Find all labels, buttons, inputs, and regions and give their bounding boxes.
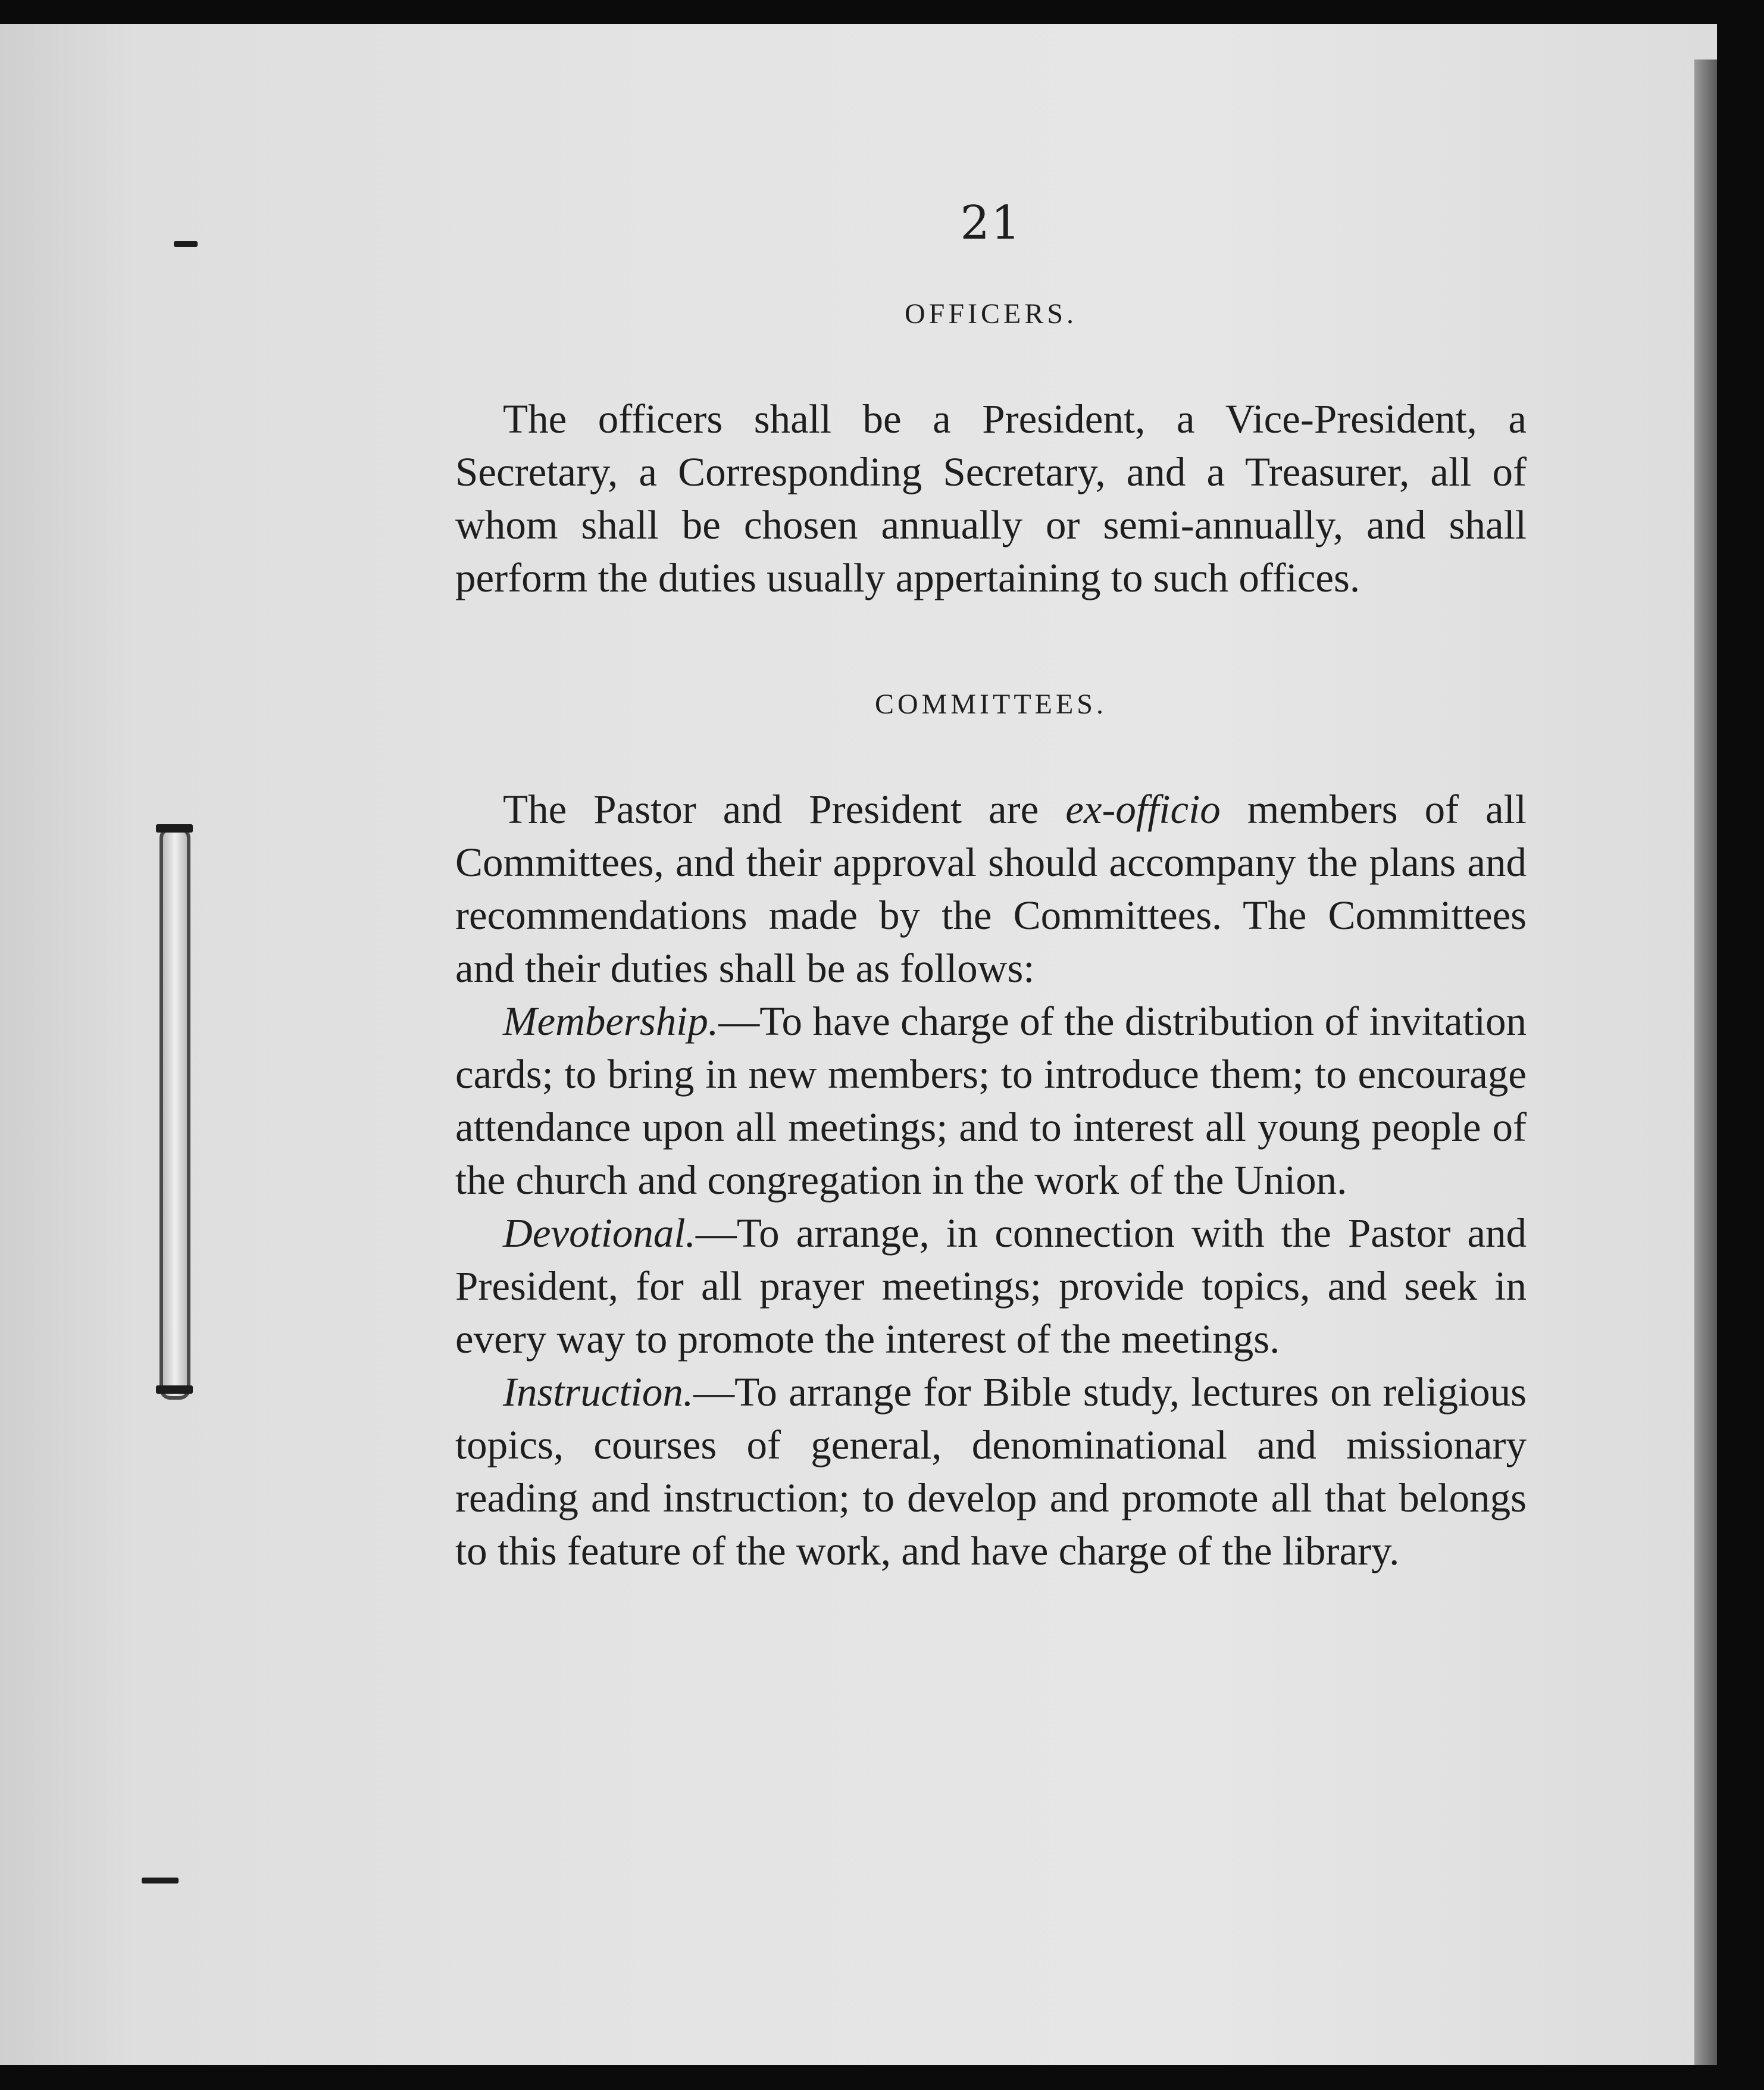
- intro-text-after: members of all Committees, and their approval should accompany the plans and recommendations made by the Committees. The Committees and their duties shall be as follows:: [455, 787, 1527, 991]
- officers-heading: OFFICERS.: [904, 298, 1078, 330]
- committee-text: —To arrange for Bible study, lectures on religious topics, courses of general, denominational and missionary reading and instruction; to develop and promote all that belongs to this feature of the work, and have charge of the library.: [455, 1369, 1527, 1573]
- committee-membership: [455, 995, 1527, 1207]
- committee-name: Devotional.: [503, 1210, 696, 1256]
- page-edge: [1694, 60, 1717, 2065]
- committee-name: Instruction.: [503, 1369, 694, 1415]
- officers-paragraph: The officers shall be a President, a Vice-President, a Secretary, a Corresponding Secretary, and a Treasurer, all of whom shall be chosen annually or semi-annually, and shall perform the duties usually appertaining to such offices.: [455, 396, 1527, 600]
- committee-text: —To arrange, in connection with the Pastor and President, for all prayer meetings; provide topics, and seek in every way to promote the interest of the meetings.: [455, 1210, 1527, 1362]
- committees-heading: COMMITTEES.: [875, 689, 1107, 720]
- intro-text-before: The Pastor and President are: [503, 787, 1066, 832]
- binding-stitch: [159, 827, 190, 1400]
- book-page: [0, 24, 1717, 2065]
- binding-mark: [142, 1878, 179, 1883]
- page-number: 21: [960, 196, 1022, 250]
- binding-mark: [174, 241, 198, 247]
- page-content: [455, 196, 1527, 1578]
- binding-mark: [156, 1385, 193, 1394]
- committee-instruction: [455, 1366, 1527, 1578]
- committees-intro: [455, 783, 1527, 995]
- binding-mark: [156, 824, 193, 833]
- committee-devotional: [455, 1207, 1527, 1366]
- committee-name: Membership.: [503, 999, 719, 1044]
- committee-text: —To have charge of the distribution of invitation cards; to bring in new members; to introduce them; to encourage attendance upon all meetings; and to interest all young people of the church and congregation in the work of the Union.: [455, 999, 1527, 1203]
- intro-text-italic: ex-officio: [1065, 787, 1221, 832]
